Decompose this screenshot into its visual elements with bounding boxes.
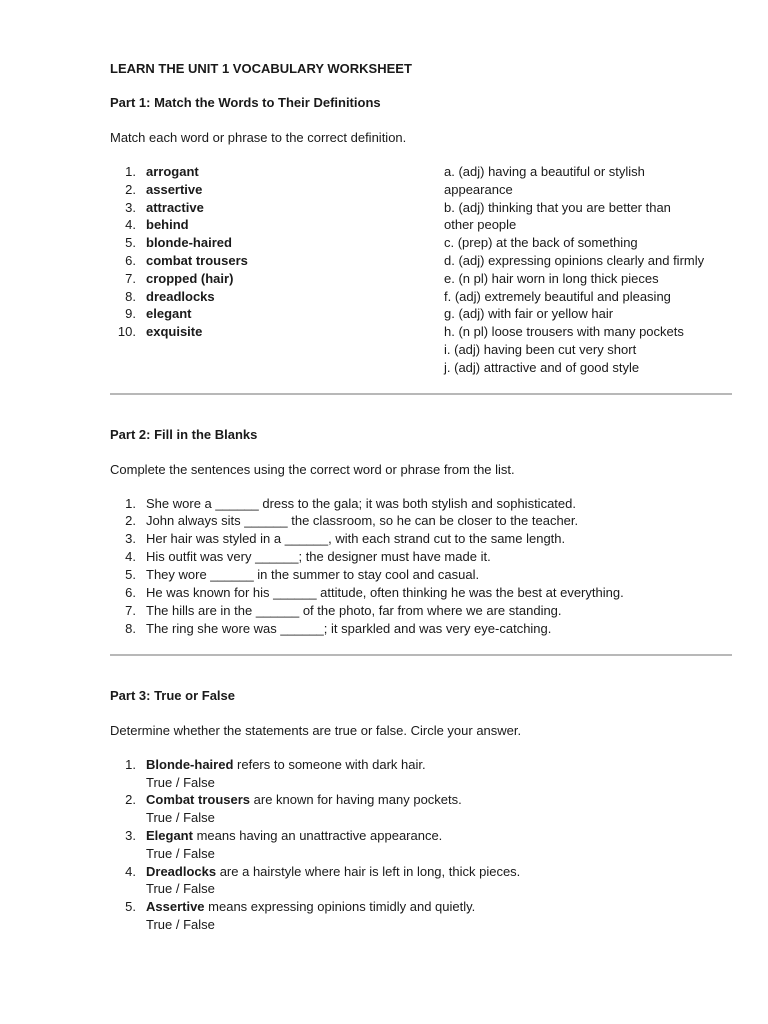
list-item xyxy=(110,234,444,252)
vocab-word: combat trousers xyxy=(146,252,248,268)
sentence-text: He was known for his ______ attitude, often thinking he was the best at everything. xyxy=(146,585,624,601)
list-item xyxy=(110,620,732,638)
definition-line: f. (adj) extremely beautiful and pleasing xyxy=(444,288,671,304)
true-false-answer: True / False xyxy=(146,774,215,790)
list-item xyxy=(110,756,732,792)
item-number: 6. xyxy=(125,252,136,268)
item-number: 2. xyxy=(125,181,136,197)
definition-line: other people xyxy=(444,217,517,233)
word-list xyxy=(110,163,444,377)
item-number: 1. xyxy=(125,164,136,179)
vocab-word: cropped (hair) xyxy=(146,270,234,286)
definition-line: g. (adj) with fair or yellow hair xyxy=(444,306,614,322)
list-item xyxy=(110,898,732,934)
true-false-answer: True / False xyxy=(146,845,215,861)
item-number: 8. xyxy=(125,620,136,636)
definition-line: a. (adj) having a beautiful or stylish xyxy=(444,164,645,179)
list-item xyxy=(110,566,732,584)
definition-line: e. (n pl) hair worn in long thick pieces xyxy=(444,270,659,286)
item-number: 5. xyxy=(125,235,136,251)
worksheet-content xyxy=(110,60,732,934)
definition-line: h. (n pl) loose trousers with many pockets xyxy=(444,324,684,340)
vocab-word: arrogant xyxy=(146,164,199,179)
statement-text: refers to someone with dark hair. xyxy=(233,756,426,772)
list-item xyxy=(110,495,732,513)
sentence-text: Her hair was styled in a ______, with each strand cut to the same length. xyxy=(146,531,566,547)
vocab-word: blonde-haired xyxy=(146,235,232,251)
statement-text: are known for having many pockets. xyxy=(250,792,462,808)
statement-term: Dreadlocks xyxy=(146,863,217,879)
item-number: 3. xyxy=(125,199,136,215)
statement-text: means expressing opinions timidly and quietly. xyxy=(204,899,476,915)
item-number: 1. xyxy=(125,756,136,772)
vocab-word: assertive xyxy=(146,181,203,197)
list-item xyxy=(110,548,732,566)
list-item xyxy=(110,791,732,827)
item-number: 9. xyxy=(125,306,136,322)
definition-line: c. (prep) at the back of something xyxy=(444,235,638,251)
sentence-text: John always sits ______ the classroom, so he can be closer to the teacher. xyxy=(146,513,579,529)
statement-term: Combat trousers xyxy=(146,792,251,808)
list-item xyxy=(110,252,444,270)
part1-heading: Part 1: Match the Words to Their Definitions xyxy=(110,95,381,110)
vocab-word: exquisite xyxy=(146,324,203,340)
part2-instructions: Complete the sentences using the correct word or phrase from the list. xyxy=(110,461,515,477)
list-item xyxy=(110,199,444,217)
part3-heading: Part 3: True or False xyxy=(110,687,235,703)
list-item xyxy=(110,323,444,341)
sentence-text: She wore a ______ dress to the gala; it was both stylish and sophisticated. xyxy=(146,495,576,511)
statement-term: Elegant xyxy=(146,828,193,843)
definition-line: d. (adj) expressing opinions clearly and firmly xyxy=(444,252,705,268)
true-false-list xyxy=(110,756,732,934)
definition-list xyxy=(444,163,732,377)
item-number: 4. xyxy=(125,549,136,565)
sentence-text: They wore ______ in the summer to stay cool and casual. xyxy=(146,567,480,583)
definition-line: b. (adj) thinking that you are better than xyxy=(444,199,671,215)
definition-line: j. (adj) attractive and of good style xyxy=(444,359,640,375)
item-number: 3. xyxy=(125,531,136,547)
list-item xyxy=(110,827,732,863)
item-number: 7. xyxy=(125,270,136,286)
list-item xyxy=(110,163,444,181)
list-item xyxy=(110,530,732,548)
matching-section xyxy=(110,163,732,377)
item-number: 4. xyxy=(125,863,136,879)
vocab-word: behind xyxy=(146,217,189,233)
vocab-word: dreadlocks xyxy=(146,288,215,304)
sentence-text: The hills are in the ______ of the photo, far from where we are standing. xyxy=(146,603,562,618)
list-item xyxy=(110,181,444,199)
part3-instructions: Determine whether the statements are true or false. Circle your answer. xyxy=(110,722,522,738)
true-false-answer: True / False xyxy=(146,916,215,932)
true-false-answer: True / False xyxy=(146,881,215,897)
item-number: 5. xyxy=(125,567,136,583)
list-item xyxy=(110,305,444,323)
vocab-word: attractive xyxy=(146,199,204,215)
sentence-list xyxy=(110,495,732,638)
part1-instructions: Match each word or phrase to the correct definition. xyxy=(110,130,407,145)
sentence-text: The ring she wore was ______; it sparkled and was very eye-catching. xyxy=(146,620,552,636)
item-number: 5. xyxy=(125,899,136,915)
list-item xyxy=(110,512,732,530)
list-item xyxy=(110,584,732,602)
statement-text: means having an unattractive appearance. xyxy=(192,828,443,843)
item-number: 3. xyxy=(125,828,136,843)
sentence-text: His outfit was very ______; the designer must have made it. xyxy=(146,549,491,565)
list-item xyxy=(110,863,732,899)
item-number: 7. xyxy=(125,603,136,618)
statement-term: Assertive xyxy=(146,899,205,915)
item-number: 1. xyxy=(125,495,136,511)
part2-heading: Part 2: Fill in the Blanks xyxy=(110,426,258,442)
list-item xyxy=(110,216,444,234)
statement-term: Blonde-haired xyxy=(146,756,234,772)
item-number: 2. xyxy=(125,513,136,529)
list-item xyxy=(110,270,444,288)
item-number: 8. xyxy=(125,288,136,304)
vocab-word: elegant xyxy=(146,306,192,322)
section-divider xyxy=(110,393,732,395)
list-item xyxy=(110,602,732,620)
document-title: LEARN THE UNIT 1 VOCABULARY WORKSHEET xyxy=(110,61,412,76)
definition-line: i. (adj) having been cut very short xyxy=(444,341,637,357)
item-number: 10. xyxy=(117,324,136,340)
item-number: 4. xyxy=(125,217,136,233)
definition-line: appearance xyxy=(444,181,513,197)
statement-text: are a hairstyle where hair is left in long, thick pieces. xyxy=(216,863,521,879)
item-number: 2. xyxy=(125,792,136,808)
list-item xyxy=(110,288,444,306)
true-false-answer: True / False xyxy=(146,810,215,826)
item-number: 6. xyxy=(125,585,136,601)
section-divider xyxy=(110,654,732,656)
